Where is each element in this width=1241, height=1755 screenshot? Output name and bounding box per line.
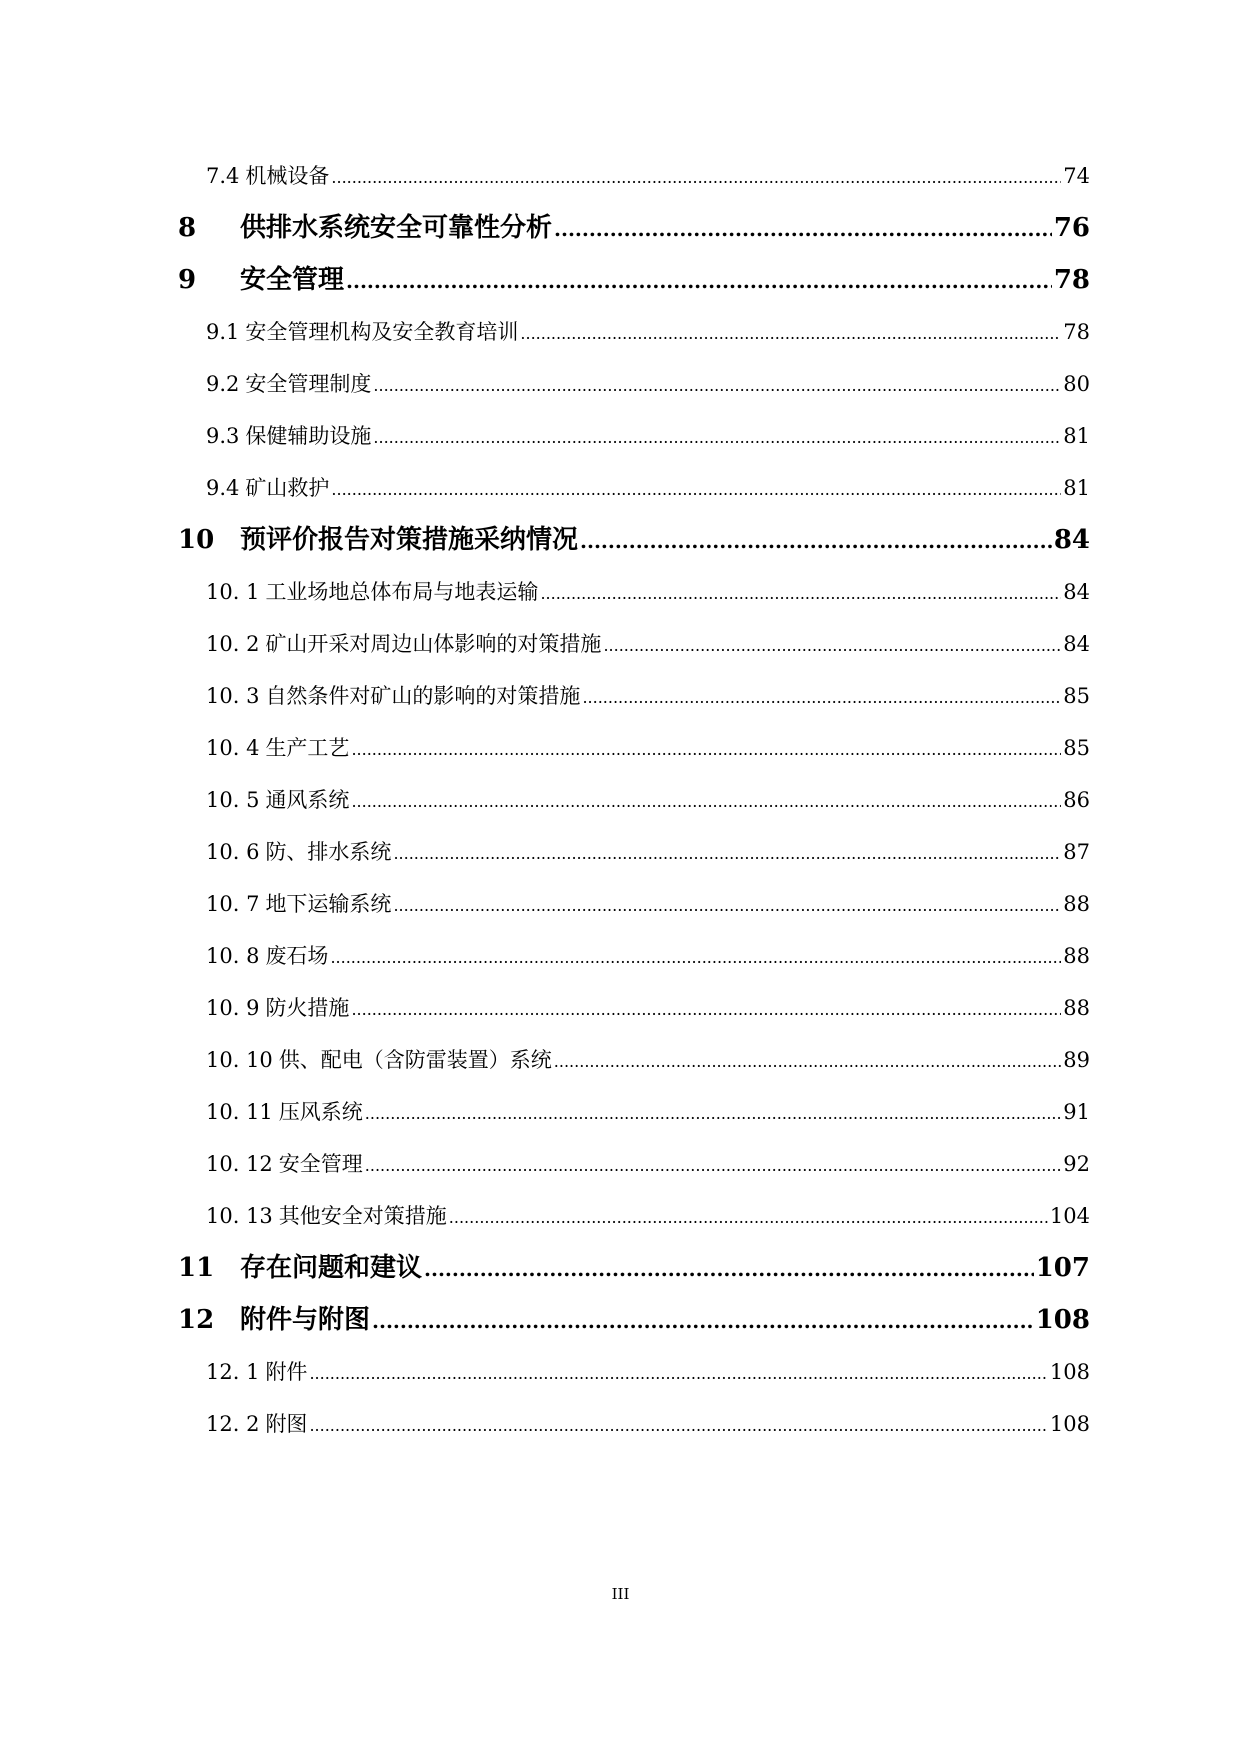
dot-leader bbox=[351, 774, 1061, 828]
toc-number: 10. 9 bbox=[206, 996, 260, 1020]
toc-page-number: 88 bbox=[1063, 996, 1090, 1020]
toc-title: 安全管理 bbox=[240, 265, 345, 295]
toc-entry[interactable] bbox=[178, 930, 1090, 982]
toc-number: 10. 8 bbox=[206, 944, 260, 968]
dot-leader bbox=[554, 202, 1052, 255]
dot-leader bbox=[351, 982, 1061, 1036]
toc-entry[interactable] bbox=[178, 514, 1090, 566]
toc-number: 9.4 bbox=[206, 476, 240, 500]
toc-page-number: 84 bbox=[1053, 525, 1090, 555]
toc-title: 生产工艺 bbox=[265, 736, 350, 760]
toc-title: 自然条件对矿山的影响的对策措施 bbox=[265, 684, 581, 708]
toc-entry[interactable] bbox=[178, 1242, 1090, 1294]
toc-page-number: 78 bbox=[1063, 320, 1090, 344]
toc-page-number: 74 bbox=[1063, 164, 1090, 188]
toc-number: 7.4 bbox=[206, 164, 240, 188]
toc-number: 10. 3 bbox=[206, 684, 260, 708]
toc-title: 地下运输系统 bbox=[265, 892, 392, 916]
toc-entry[interactable] bbox=[178, 1086, 1090, 1138]
toc-entry[interactable] bbox=[178, 358, 1090, 410]
toc-title: 防火措施 bbox=[265, 996, 350, 1020]
dot-leader bbox=[331, 462, 1061, 516]
toc-title: 供、配电（含防雷装置）系统 bbox=[278, 1048, 552, 1072]
toc-entry[interactable] bbox=[178, 618, 1090, 670]
dot-leader bbox=[393, 826, 1061, 880]
toc-entry[interactable] bbox=[178, 566, 1090, 618]
toc-title: 安全管理 bbox=[278, 1152, 363, 1176]
dot-leader bbox=[603, 618, 1061, 672]
dot-leader bbox=[351, 722, 1061, 776]
dot-leader bbox=[309, 1398, 1047, 1452]
toc-number: 10. 7 bbox=[206, 892, 260, 916]
dot-leader bbox=[330, 930, 1061, 984]
toc-page-number: 88 bbox=[1063, 892, 1090, 916]
dot-leader bbox=[365, 1086, 1061, 1140]
toc-page-number: 92 bbox=[1063, 1152, 1090, 1176]
toc-number: 10. 13 bbox=[206, 1204, 273, 1228]
dot-leader bbox=[520, 306, 1061, 360]
toc-number: 9 bbox=[178, 265, 197, 295]
toc-page-number: 108 bbox=[1049, 1360, 1090, 1384]
toc-entry[interactable] bbox=[178, 982, 1090, 1034]
toc-entry[interactable] bbox=[178, 410, 1090, 462]
toc-entry[interactable] bbox=[178, 306, 1090, 358]
toc-entry[interactable] bbox=[178, 878, 1090, 930]
toc-number: 10. 2 bbox=[206, 632, 260, 656]
toc-number: 12. 2 bbox=[206, 1412, 260, 1436]
toc-title: 其他安全对策措施 bbox=[278, 1204, 447, 1228]
toc-page-number: 91 bbox=[1063, 1100, 1090, 1124]
toc-number: 9.1 bbox=[206, 320, 240, 344]
toc-entry[interactable] bbox=[178, 1138, 1090, 1190]
dot-leader bbox=[309, 1346, 1047, 1400]
toc-page-number: 86 bbox=[1063, 788, 1090, 812]
toc-entry[interactable] bbox=[178, 722, 1090, 774]
dot-leader bbox=[373, 358, 1061, 412]
toc-entry[interactable] bbox=[178, 1034, 1090, 1086]
toc-number: 12. 1 bbox=[206, 1360, 260, 1384]
toc-title: 矿山开采对周边山体影响的对策措施 bbox=[265, 632, 602, 656]
toc-number: 12 bbox=[178, 1305, 215, 1335]
toc-entry[interactable] bbox=[178, 462, 1090, 514]
toc-title: 废石场 bbox=[265, 944, 329, 968]
toc-page-number: 107 bbox=[1035, 1253, 1090, 1283]
toc-entry[interactable] bbox=[178, 826, 1090, 878]
toc-entry[interactable] bbox=[178, 150, 1090, 202]
dot-leader bbox=[554, 1034, 1061, 1088]
dot-leader bbox=[372, 1294, 1034, 1347]
dot-leader bbox=[373, 410, 1061, 464]
toc-title: 预评价报告对策措施采纳情况 bbox=[240, 525, 579, 555]
dot-leader bbox=[580, 514, 1052, 567]
toc-page-number: 85 bbox=[1063, 684, 1090, 708]
toc-page-number: 88 bbox=[1063, 944, 1090, 968]
dot-leader bbox=[346, 254, 1052, 307]
dot-leader bbox=[424, 1242, 1034, 1295]
toc-page-number: 104 bbox=[1049, 1204, 1090, 1228]
toc-number: 11 bbox=[178, 1253, 215, 1283]
toc-number: 10. 11 bbox=[206, 1100, 273, 1124]
toc-number: 10. 1 bbox=[206, 580, 260, 604]
toc-number: 10. 4 bbox=[206, 736, 260, 760]
toc-title: 附图 bbox=[265, 1412, 308, 1436]
toc-title: 附件 bbox=[265, 1360, 308, 1384]
toc-title: 存在问题和建议 bbox=[240, 1253, 423, 1283]
dot-leader bbox=[582, 670, 1061, 724]
dot-leader bbox=[393, 878, 1061, 932]
toc-title: 保健辅助设施 bbox=[245, 424, 372, 448]
toc-page-number: 84 bbox=[1063, 580, 1090, 604]
page-number: III bbox=[611, 1585, 630, 1603]
toc-number: 10. 5 bbox=[206, 788, 260, 812]
toc-title: 通风系统 bbox=[265, 788, 350, 812]
toc-page-number: 81 bbox=[1063, 476, 1090, 500]
dot-leader bbox=[365, 1138, 1061, 1192]
toc-entry[interactable] bbox=[178, 774, 1090, 826]
toc-number: 10. 12 bbox=[206, 1152, 273, 1176]
toc-entry[interactable] bbox=[178, 202, 1090, 254]
toc-title: 供排水系统安全可靠性分析 bbox=[240, 213, 553, 243]
toc-title: 工业场地总体布局与地表运输 bbox=[265, 580, 539, 604]
toc-entry[interactable] bbox=[178, 254, 1090, 306]
toc-title: 防、排水系统 bbox=[265, 840, 392, 864]
toc-page-number: 85 bbox=[1063, 736, 1090, 760]
table-of-contents bbox=[178, 150, 1090, 1450]
dot-leader bbox=[331, 150, 1061, 204]
toc-entry[interactable] bbox=[178, 1190, 1090, 1242]
toc-number: 8 bbox=[178, 213, 197, 243]
toc-page-number: 89 bbox=[1063, 1048, 1090, 1072]
toc-page-number: 80 bbox=[1063, 372, 1090, 396]
toc-number: 9.3 bbox=[206, 424, 240, 448]
toc-page-number: 108 bbox=[1035, 1305, 1090, 1335]
toc-title: 附件与附图 bbox=[240, 1305, 371, 1335]
toc-title: 安全管理制度 bbox=[245, 372, 372, 396]
dot-leader bbox=[540, 566, 1061, 620]
toc-entry[interactable] bbox=[178, 1346, 1090, 1398]
toc-number: 10. 6 bbox=[206, 840, 260, 864]
toc-entry[interactable] bbox=[178, 670, 1090, 722]
toc-entry[interactable] bbox=[178, 1294, 1090, 1346]
toc-title: 安全管理机构及安全教育培训 bbox=[245, 320, 519, 344]
toc-entry[interactable] bbox=[178, 1398, 1090, 1450]
toc-page-number: 108 bbox=[1049, 1412, 1090, 1436]
dot-leader bbox=[449, 1190, 1048, 1244]
toc-number: 9.2 bbox=[206, 372, 240, 396]
toc-page-number: 84 bbox=[1063, 632, 1090, 656]
toc-title: 机械设备 bbox=[245, 164, 330, 188]
toc-page-number: 87 bbox=[1063, 840, 1090, 864]
toc-number: 10 bbox=[178, 525, 215, 555]
toc-page-number: 78 bbox=[1053, 265, 1090, 295]
toc-number: 10. 10 bbox=[206, 1048, 273, 1072]
toc-page-number: 76 bbox=[1053, 213, 1090, 243]
toc-title: 矿山救护 bbox=[245, 476, 330, 500]
toc-page-number: 81 bbox=[1063, 424, 1090, 448]
toc-title: 压风系统 bbox=[278, 1100, 363, 1124]
